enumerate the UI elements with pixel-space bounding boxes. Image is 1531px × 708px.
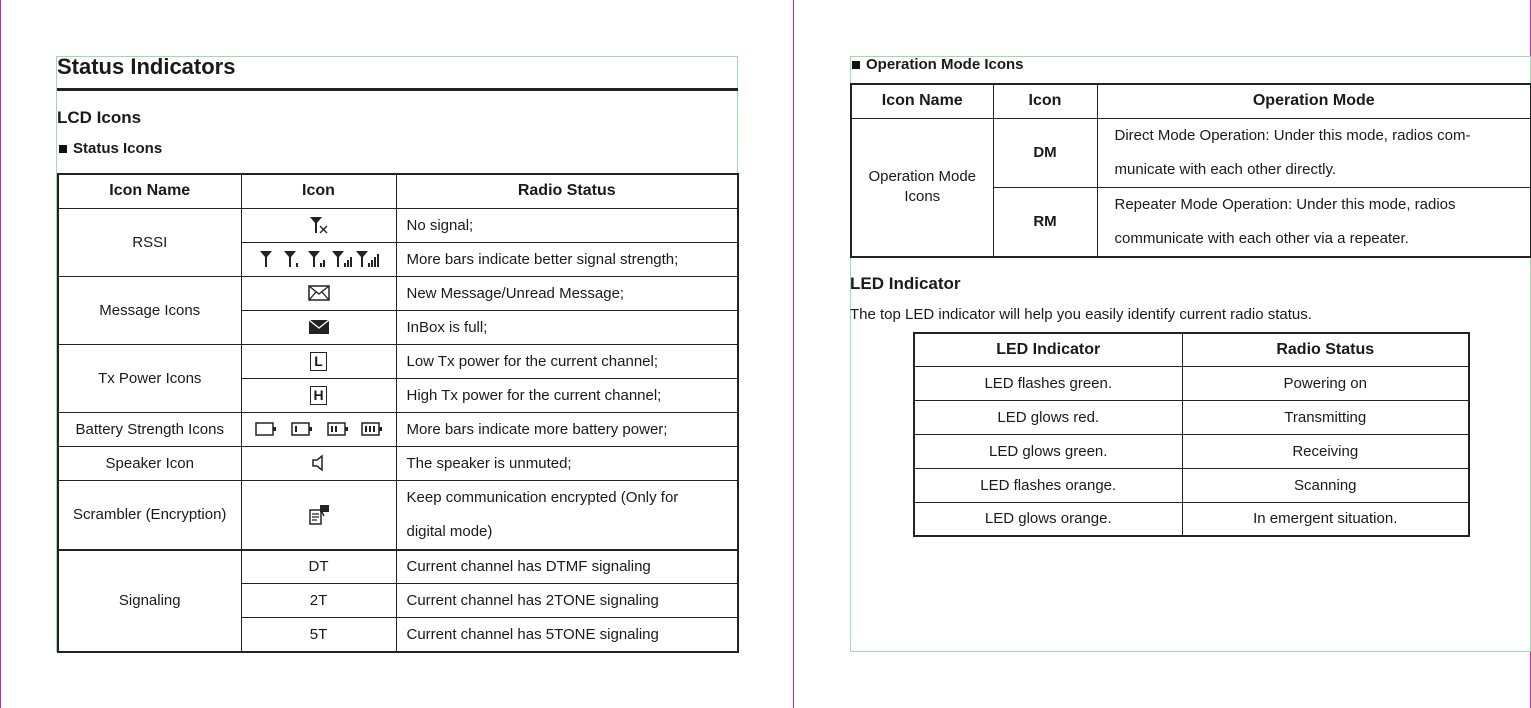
status-cell: No signal; [396, 208, 738, 242]
status-cell: Keep communication encrypted (Only for digital mode) [396, 480, 738, 550]
dt-icon: DT [241, 550, 396, 584]
group-signaling: Signaling [58, 550, 241, 652]
status-cell: Scanning [1182, 468, 1469, 502]
page-title: Status Indicators [57, 54, 236, 79]
low-power-icon: L [241, 344, 396, 378]
battery-icons [241, 412, 396, 446]
status-icons-table [57, 173, 739, 653]
table-row [914, 366, 1469, 400]
led-cell: LED glows orange. [914, 502, 1182, 536]
group-operation-mode: Operation Mode Icons [851, 118, 993, 257]
status-cell: More bars indicate better signal strength; [396, 242, 738, 276]
status-cell: New Message/Unread Message; [396, 276, 738, 310]
table-row [914, 400, 1469, 434]
envelope-full-icon [241, 310, 396, 344]
table-row [58, 550, 738, 584]
lcd-icons-heading: LCD Icons [57, 108, 142, 127]
header-icon-name: Icon Name [58, 174, 241, 208]
table-row [914, 434, 1469, 468]
led-indicator-table [913, 332, 1470, 537]
status-cell: The speaker is unmuted; [396, 446, 738, 480]
status-cell: Current channel has 5TONE signaling [396, 618, 738, 652]
status-cell: Current channel has 2TONE signaling [396, 584, 738, 618]
header-icon: Icon [241, 174, 396, 208]
table-row [58, 412, 738, 446]
led-cell: LED flashes orange. [914, 468, 1182, 502]
header-led-indicator: LED Indicator [914, 333, 1182, 366]
table-row [58, 480, 738, 550]
header-radio-status: Radio Status [396, 174, 738, 208]
status-cell: More bars indicate more battery power; [396, 412, 738, 446]
title-rule [57, 88, 738, 91]
status-icons-label: Status Icons [73, 140, 163, 157]
mode-description: Direct Mode Operation: Under this mode, radios com- municate with each other directly. [1097, 118, 1531, 187]
header-radio-status: Radio Status [1182, 333, 1469, 366]
page-fold-line [793, 0, 794, 708]
table-row [914, 468, 1469, 502]
speaker-icon [241, 446, 396, 480]
table-header-row [914, 333, 1469, 366]
group-speaker: Speaker Icon [58, 446, 241, 480]
status-icons-heading [59, 140, 162, 157]
table-row [851, 118, 1531, 187]
status-cell: Receiving [1182, 434, 1469, 468]
bullet-square-icon [852, 61, 860, 69]
dm-icon: DM [993, 118, 1097, 187]
group-tx-power: Tx Power Icons [58, 344, 241, 412]
bullet-square-icon [59, 145, 67, 153]
header-icon: Icon [993, 84, 1097, 118]
led-indicator-heading: LED Indicator [850, 274, 961, 293]
group-scrambler: Scrambler (Encryption) [58, 480, 241, 550]
group-rssi: RSSI [58, 208, 241, 276]
status-cell: Powering on [1182, 366, 1469, 400]
table-header-row [58, 174, 738, 208]
table-row [58, 208, 738, 242]
header-icon-name: Icon Name [851, 84, 993, 118]
mode-description: Repeater Mode Operation: Under this mode, radios communicate with each other via a repeater. [1097, 187, 1531, 257]
group-message: Message Icons [58, 276, 241, 344]
operation-mode-label: Operation Mode Icons [866, 56, 1024, 73]
status-cell: High Tx power for the current channel; [396, 378, 738, 412]
envelope-open-icon [241, 276, 396, 310]
rm-icon: RM [993, 187, 1097, 257]
led-intro-text: The top LED indicator will help you easily identify current radio status. [850, 306, 1312, 323]
status-cell: In emergent situation. [1182, 502, 1469, 536]
high-power-icon: H [241, 378, 396, 412]
status-cell: Current channel has DTMF signaling [396, 550, 738, 584]
2t-icon: 2T [241, 584, 396, 618]
operation-mode-table [850, 83, 1531, 258]
status-cell: Low Tx power for the current channel; [396, 344, 738, 378]
5t-icon: 5T [241, 618, 396, 652]
scrambler-icon [241, 480, 396, 550]
table-row [58, 446, 738, 480]
table-row [58, 344, 738, 378]
group-battery: Battery Strength Icons [58, 412, 241, 446]
table-row [914, 502, 1469, 536]
signal-bars-icon [241, 242, 396, 276]
status-cell: InBox is full; [396, 310, 738, 344]
header-operation-mode: Operation Mode [1097, 84, 1531, 118]
table-row [58, 276, 738, 310]
page-edge-left [0, 0, 1, 708]
led-cell: LED glows red. [914, 400, 1182, 434]
no-signal-icon [241, 208, 396, 242]
led-cell: LED glows green. [914, 434, 1182, 468]
led-cell: LED flashes green. [914, 366, 1182, 400]
operation-mode-heading [852, 56, 1024, 73]
table-header-row [851, 84, 1531, 118]
status-cell: Transmitting [1182, 400, 1469, 434]
